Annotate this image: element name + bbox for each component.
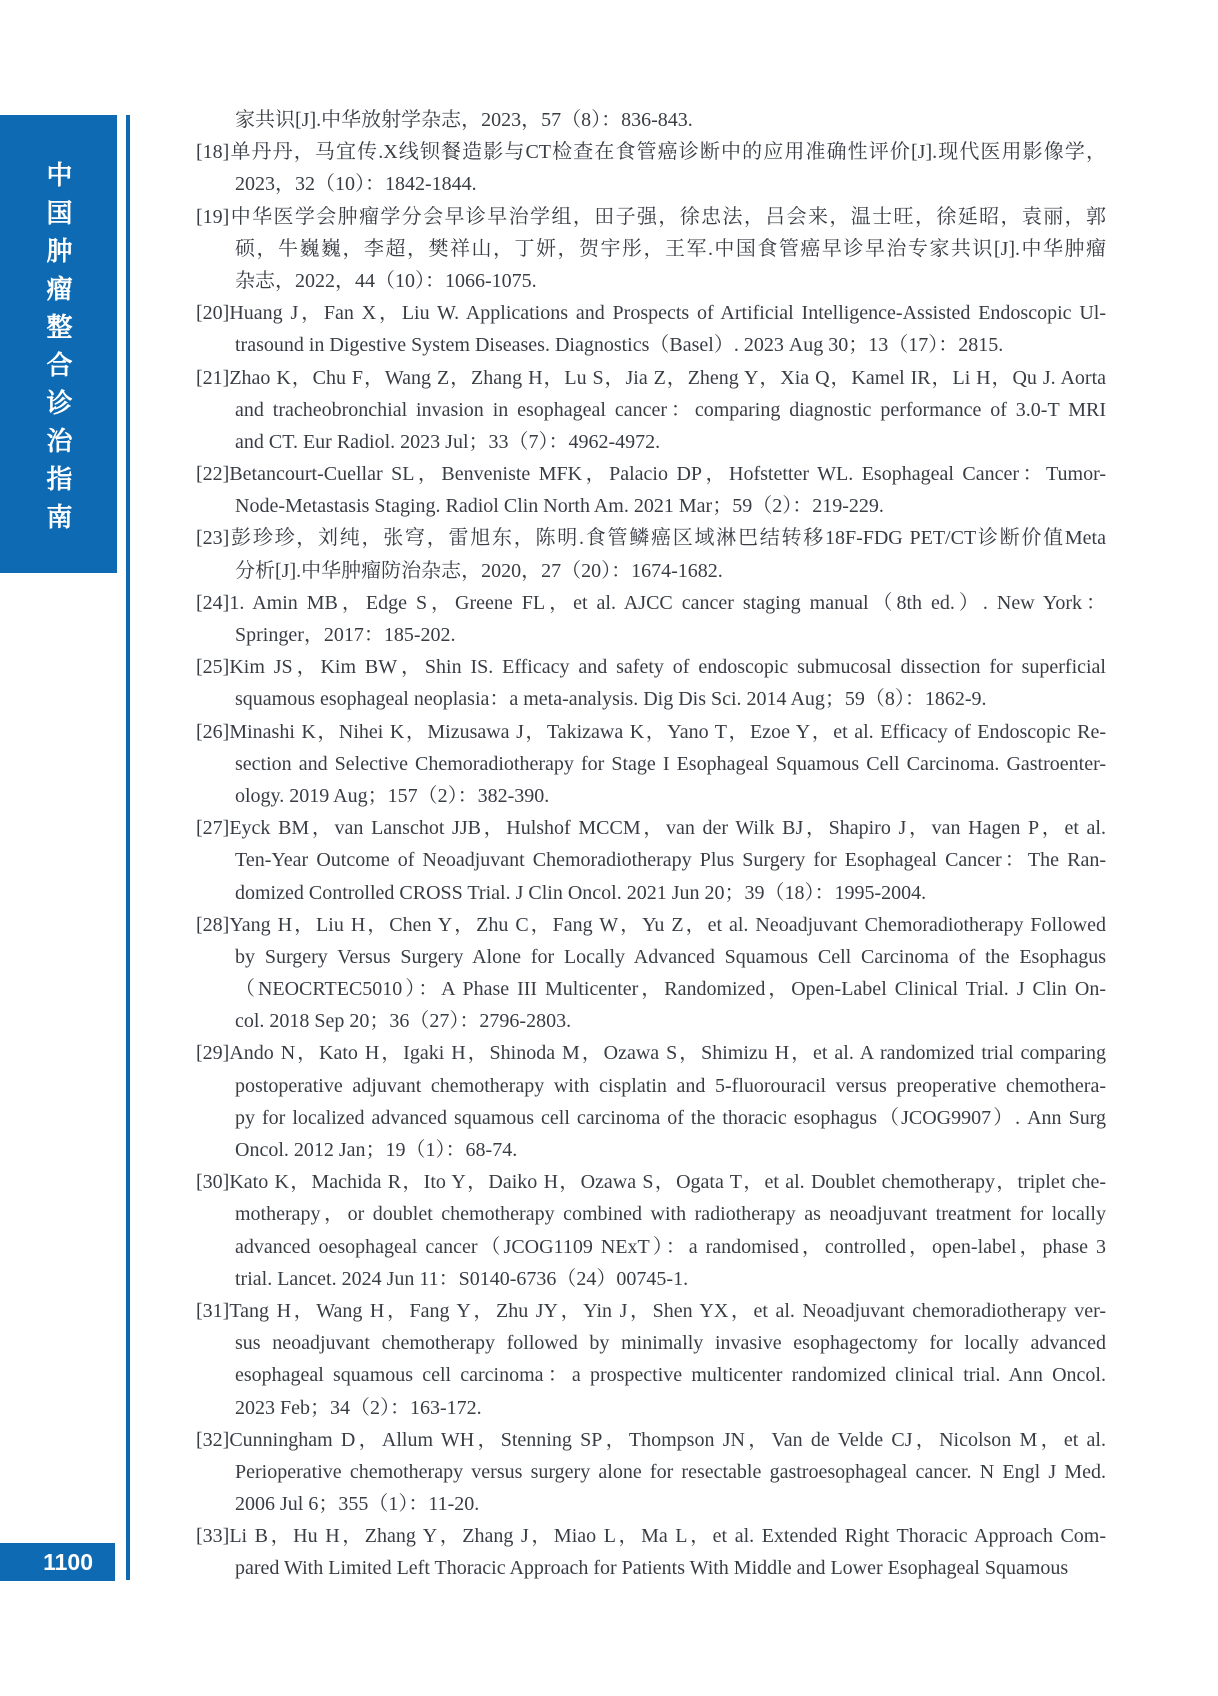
reference-line: [30]Kato K，Machida R，Ito Y，Daiko H，Ozawa S，Ogata T，et al. Doublet chemotherapy，triplet che-	[196, 1171, 1106, 1194]
reference-line: [24]1. Amin MB，Edge S，Greene FL，et al. AJCC cancer staging manual（8th ed.）. New York：	[196, 591, 1106, 614]
reference-line: trasound in Digestive System Diseases. Diagnostics（Basel）. 2023 Aug 30；13（17）：2815.	[235, 334, 1004, 357]
reference-line: [18]单丹丹，马宜传.X线钡餐造影与CT检查在食管癌诊断中的应用准确性评价[J].现代医用影像学，	[196, 141, 1106, 164]
reference-line: section and Selective Chemoradiotherapy for Stage I Esophageal Squamous Cell Carcinoma. Gastroenter-	[235, 752, 1106, 775]
reference-item	[196, 297, 1106, 361]
reference-line: 2023，32（10）：1842-1844.	[235, 173, 477, 196]
reference-line: 2006 Jul 6；355（1）：11-20.	[235, 1493, 480, 1516]
reference-line: squamous esophageal neoplasia：a meta-analysis. Dig Dis Sci. 2014 Aug；59（8）：1862-9.	[235, 688, 987, 711]
reference-line: advanced oesophageal cancer（JCOG1109 NExT）：a randomised，controlled，open-label，phase 3	[235, 1235, 1106, 1258]
reference-item	[196, 1295, 1106, 1424]
reference-line: [21]Zhao K，Chu F，Wang Z，Zhang H，Lu S，Jia Z，Zheng Y，Xia Q，Kamel IR，Li H，Qu J. Aorta	[196, 366, 1106, 389]
reference-item	[196, 1166, 1106, 1295]
reference-line: domized Controlled CROSS Trial. J Clin Oncol. 2021 Jun 20；39（18）：1995-2004.	[235, 881, 927, 904]
reference-number: [26]	[196, 720, 230, 743]
reference-line: [19]中华医学会肿瘤学分会早诊早治学组，田子强，徐忠法，吕会来，温士旺，徐延昭，袁丽，郭	[196, 205, 1106, 228]
reference-item	[196, 522, 1106, 586]
reference-line: [25]Kim JS，Kim BW，Shin IS. Efficacy and safety of endoscopic submucosal dissection for superficial	[196, 656, 1106, 679]
reference-line: [32]Cunningham D，Allum WH，Stenning SP，Thompson JN，Van de Velde CJ，Nicolson M，et al.	[196, 1428, 1106, 1451]
reference-line: 分析[J].中华肿瘤防治杂志，2020，27（20）：1674-1682.	[235, 559, 723, 582]
reference-line: [23]彭珍珍，刘纯，张穹，雷旭东，陈明.食管鳞癌区域淋巴结转移18F-FDG PET/CT诊断价值Meta	[196, 527, 1106, 550]
reference-number: [31]	[196, 1299, 230, 1322]
reference-item	[196, 104, 1106, 136]
reference-line: 杂志，2022，44（10）：1066-1075.	[235, 269, 537, 292]
reference-item	[196, 1520, 1106, 1584]
reference-item	[196, 716, 1106, 813]
reference-item	[196, 812, 1106, 909]
reference-line: col. 2018 Sep 20；36（27）：2796-2803.	[235, 1010, 572, 1033]
reference-line: 硕，牛巍巍，李超，樊祥山，丁妍，贺宇彤，王军.中国食管癌早诊早治专家共识[J].中华肿瘤	[235, 237, 1106, 260]
page-number: 1100	[43, 1549, 93, 1575]
reference-number: [21]	[196, 366, 230, 389]
page-number-badge	[0, 1543, 115, 1581]
reference-line: motherapy，or doublet chemotherapy combined with radiotherapy as neoadjuvant treatment for locally	[235, 1203, 1106, 1226]
reference-line: Perioperative chemotherapy versus surgery alone for resectable gastroesophageal cancer. N Engl J Med.	[235, 1460, 1106, 1483]
reference-line: sus neoadjuvant chemotherapy followed by minimally invasive esophagectomy for locally advanced	[235, 1332, 1106, 1355]
sidebar-banner	[0, 115, 117, 573]
reference-number: [28]	[196, 913, 230, 936]
reference-number: [25]	[196, 656, 230, 679]
reference-number: [27]	[196, 817, 230, 840]
reference-line: trial. Lancet. 2024 Jun 11：S0140-6736（24）00745-1.	[235, 1267, 689, 1290]
reference-item	[196, 1424, 1106, 1521]
reference-line: [33]Li B，Hu H，Zhang Y，Zhang J，Miao L，Ma L，et al. Extended Right Thoracic Approach Com-	[196, 1525, 1106, 1548]
reference-number: [22]	[196, 463, 230, 486]
reference-item	[196, 909, 1106, 1038]
reference-line: 2023 Feb；34（2）：163-172.	[235, 1396, 482, 1419]
reference-line: and CT. Eur Radiol. 2023 Jul；33（7）：4962-4972.	[235, 430, 661, 453]
reference-line: ology. 2019 Aug；157（2）：382-390.	[235, 784, 550, 807]
reference-line: [31]Tang H，Wang H，Fang Y，Zhu JY，Yin J，Shen YX，et al. Neoadjuvant chemoradiotherapy ver-	[196, 1299, 1106, 1322]
reference-line: py for localized advanced squamous cell carcinoma of the thoracic esophagus（JCOG9907）. Ann Surg	[235, 1106, 1106, 1129]
reference-line: Springer，2017：185-202.	[235, 624, 456, 646]
reference-line: [28]Yang H，Liu H，Chen Y，Zhu C，Fang W，Yu Z，et al. Neoadjuvant Chemoradiotherapy Followed	[196, 913, 1106, 936]
reference-line: Ten-Year Outcome of Neoadjuvant Chemoradiotherapy Plus Surgery for Esophageal Cancer：The Ran-	[235, 849, 1106, 872]
reference-line: postoperative adjuvant chemotherapy with cisplatin and 5-fluorouracil versus preoperative chemothera-	[235, 1074, 1106, 1097]
references-list	[196, 104, 1106, 1585]
reference-number: [18]	[196, 141, 230, 164]
reference-number: [33]	[196, 1525, 230, 1548]
reference-item	[196, 651, 1106, 715]
reference-line: 家共识[J].中华放射学杂志，2023，57（8）：836-843.	[235, 109, 693, 131]
reference-item	[196, 136, 1106, 200]
reference-number: [20]	[196, 302, 230, 325]
reference-number: [23]	[196, 527, 230, 550]
reference-line: by Surgery Versus Surgery Alone for Locally Advanced Squamous Cell Carcinoma of the Esophagus	[235, 945, 1106, 968]
reference-line: [27]Eyck BM，van Lanschot JJB，Hulshof MCCM，van der Wilk BJ，Shapiro J，van Hagen P，et al.	[196, 817, 1106, 840]
reference-item	[196, 1037, 1106, 1166]
reference-number: [30]	[196, 1171, 230, 1194]
reference-line: [22]Betancourt-Cuellar SL，Benveniste MFK，Palacio DP，Hofstetter WL. Esophageal Cancer：Tumor-	[196, 463, 1106, 486]
reference-line: Oncol. 2012 Jan；19（1）：68-74.	[235, 1139, 518, 1161]
reference-line: [20]Huang J，Fan X，Liu W. Applications and Prospects of Artificial Intelligence-Assisted Endoscopic Ul-	[196, 302, 1106, 325]
reference-number: [19]	[196, 205, 230, 228]
reference-number: [29]	[196, 1042, 230, 1065]
reference-item	[196, 362, 1106, 459]
reference-item	[196, 458, 1106, 522]
reference-line: esophageal squamous cell carcinoma：a prospective multicenter randomized clinical trial. Ann Oncol.	[235, 1364, 1106, 1387]
reference-number: [24]	[196, 591, 230, 614]
reference-line: Node-Metastasis Staging. Radiol Clin North Am. 2021 Mar；59（2）：219-229.	[235, 495, 884, 518]
reference-line: [29]Ando N，Kato H，Igaki H，Shinoda M，Ozawa S，Shimizu H，et al. A randomized trial comparing	[196, 1042, 1106, 1065]
reference-line: [26]Minashi K，Nihei K，Mizusawa J，Takizawa K，Yano T，Ezoe Y，et al. Efficacy of Endoscopic Re-	[196, 720, 1106, 743]
reference-number: [32]	[196, 1428, 230, 1451]
vertical-divider	[126, 115, 130, 1580]
book-title-vertical: 中国肿瘤整合诊治指南	[43, 161, 73, 541]
reference-item	[196, 201, 1106, 298]
reference-line: （NEOCRTEC5010）：A Phase III Multicenter，Randomized，Open-Label Clinical Trial. J Clin On-	[235, 978, 1106, 1001]
reference-item	[196, 587, 1106, 651]
reference-line: and tracheobronchial invasion in esophageal cancer：comparing diagnostic performance of 3.0-T MRI	[235, 398, 1106, 421]
reference-line: pared With Limited Left Thoracic Approach for Patients With Middle and Lower Esophageal Squamous	[235, 1557, 1069, 1580]
